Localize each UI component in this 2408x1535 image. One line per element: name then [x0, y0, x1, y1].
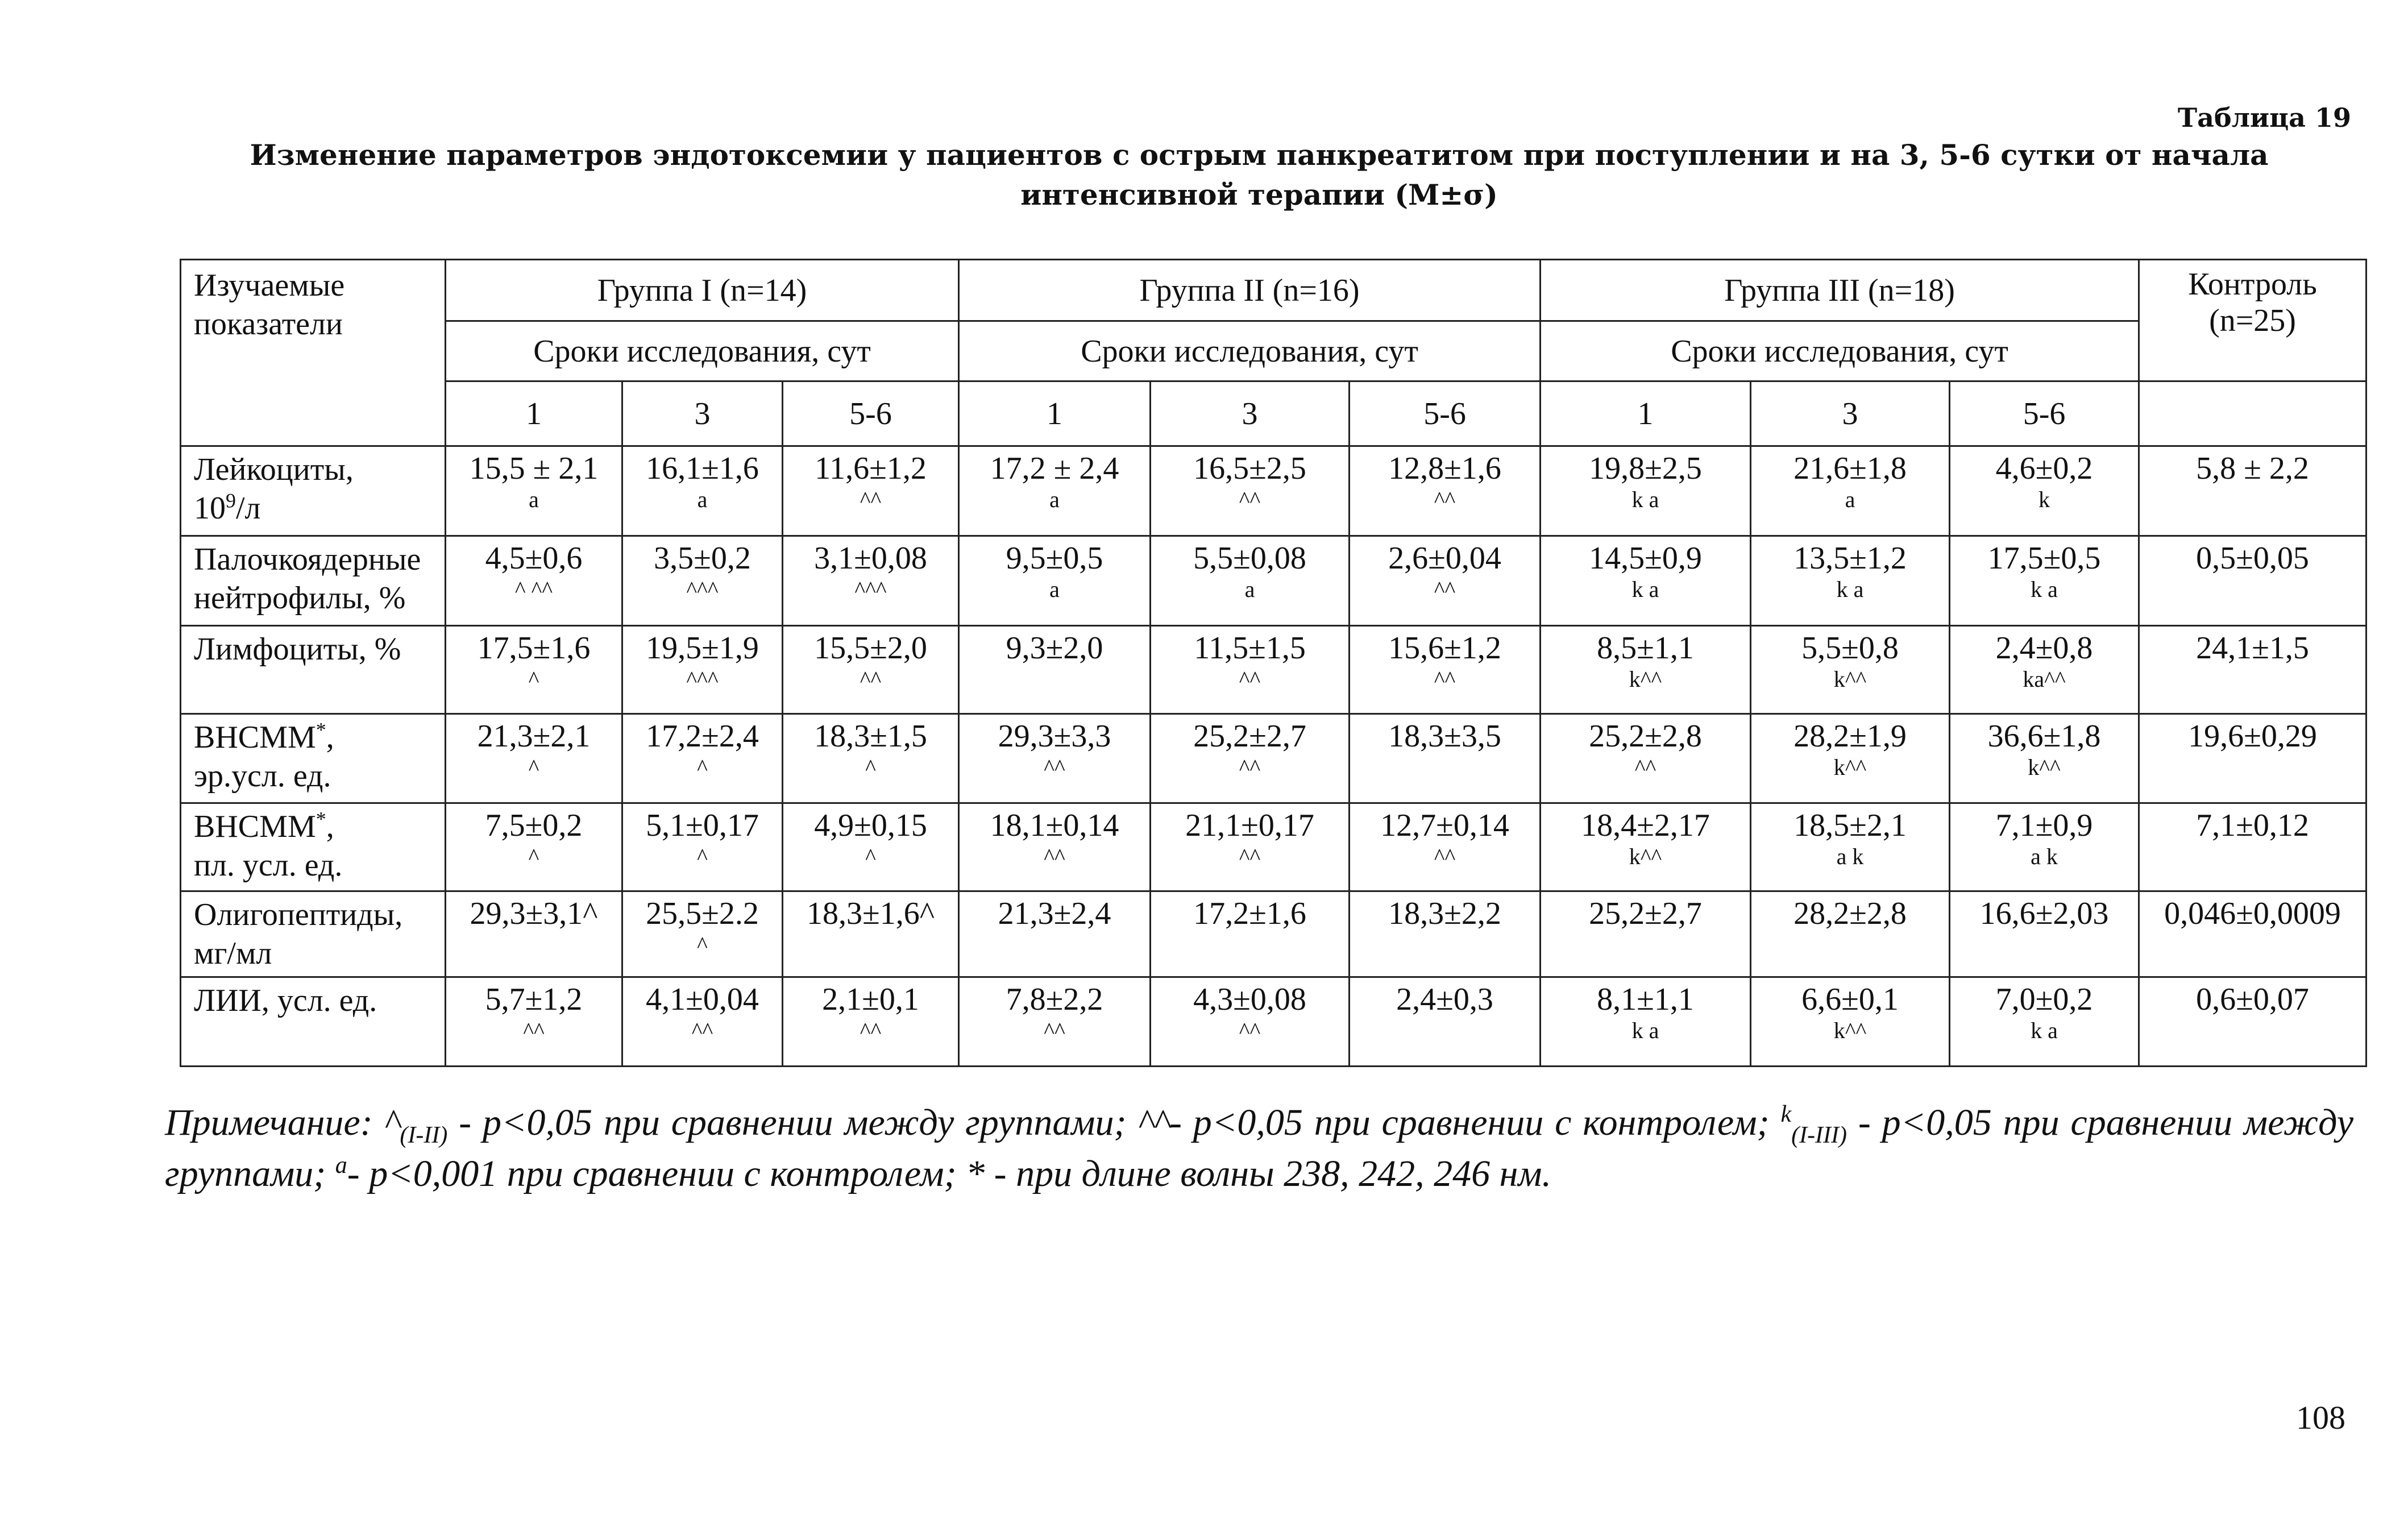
- significance-mark: ^^: [1239, 844, 1261, 869]
- table-cell: [1350, 977, 1541, 1067]
- table-cell: [1950, 446, 2139, 536]
- table-cell: [783, 977, 959, 1067]
- table-cell: [783, 714, 959, 803]
- table-cell: [2139, 891, 2367, 977]
- table-cell: [783, 626, 959, 714]
- significance-mark: a k: [1836, 844, 1864, 869]
- table-cell: [446, 626, 622, 714]
- cell-value: 5,1±0,17: [646, 808, 759, 843]
- table-cell: [622, 803, 783, 891]
- header-day: 3: [1151, 381, 1350, 446]
- cell-value: 7,8±2,2: [1006, 982, 1103, 1017]
- table-cell: [1541, 891, 1751, 977]
- cell-value: 18,3±1,6^: [807, 896, 935, 931]
- cell-value: 18,3±1,5: [814, 719, 927, 754]
- header-period-2: Сроки исследования, сут: [959, 321, 1541, 381]
- table-cell: [1751, 536, 1950, 626]
- header-day: 1: [1541, 381, 1751, 446]
- cell-value: 29,3±3,3: [998, 719, 1111, 754]
- table-cell: [959, 891, 1151, 977]
- cell-value: 4,3±0,08: [1193, 982, 1306, 1017]
- significance-mark: ^^: [1239, 754, 1261, 780]
- significance-mark: ^^: [1239, 1018, 1261, 1043]
- table-cell: [959, 536, 1151, 626]
- table-cell: [1541, 446, 1751, 536]
- table-row: [181, 536, 2367, 626]
- table-row: [181, 891, 2367, 977]
- header-day: 3: [622, 381, 783, 446]
- table-cell: [959, 626, 1151, 714]
- table-cell: [1350, 446, 1541, 536]
- cell-value: 25,2±2,8: [1589, 719, 1702, 754]
- table-cell: [1950, 891, 2139, 977]
- cell-value: 19,6±0,29: [2188, 719, 2317, 754]
- cell-value: 21,3±2,1: [477, 719, 591, 754]
- cell-value: 18,3±2,2: [1388, 896, 1501, 931]
- significance-mark: ^^: [1434, 666, 1456, 692]
- significance-mark: a: [1845, 487, 1855, 512]
- significance-mark: ^: [528, 666, 539, 692]
- cell-value: 24,1±1,5: [2196, 630, 2309, 666]
- cell-value: 2,4±0,3: [1396, 982, 1493, 1017]
- significance-mark: ^^: [1044, 1018, 1065, 1043]
- cell-value: 16,1±1,6: [646, 451, 759, 486]
- header-day: 3: [1751, 381, 1950, 446]
- table-cell: [1151, 536, 1350, 626]
- cell-value: 14,5±0,9: [1589, 541, 1702, 576]
- table-cell: [2139, 446, 2367, 536]
- cell-value: 9,5±0,5: [1006, 541, 1103, 576]
- cell-value: 7,5±0,2: [485, 808, 583, 843]
- table-cell: [783, 803, 959, 891]
- significance-mark: k^^: [1629, 844, 1662, 869]
- table-cell: [783, 446, 959, 536]
- cell-value: 5,5±0,08: [1193, 541, 1306, 576]
- significance-mark: ^: [865, 754, 876, 780]
- cell-value: 25,2±2,7: [1589, 896, 1702, 931]
- table-cell: [622, 536, 783, 626]
- table-cell: [1350, 714, 1541, 803]
- header-control-empty: [2139, 381, 2367, 446]
- significance-mark: ^^: [1239, 666, 1261, 692]
- page-number: 108: [2296, 1399, 2345, 1436]
- header-group-3: Группа III (n=18): [1541, 260, 2139, 321]
- cell-value: 3,1±0,08: [814, 541, 927, 576]
- table-cell: [1350, 891, 1541, 977]
- header-day: 5-6: [1350, 381, 1541, 446]
- table-number: Таблица 19: [2177, 102, 2351, 133]
- cell-value: 3,5±0,2: [654, 541, 751, 576]
- cell-value: 7,0±0,2: [1995, 982, 2093, 1017]
- table-cell: [1541, 536, 1751, 626]
- table-cell: [1751, 714, 1950, 803]
- header-period-1: Сроки исследования, сут: [446, 321, 959, 381]
- table-cell: [446, 803, 622, 891]
- significance-mark: k^^: [1629, 666, 1662, 692]
- cell-value: 2,4±0,8: [1995, 630, 2093, 666]
- cell-value: 0,5±0,05: [2196, 541, 2309, 576]
- significance-mark: a: [529, 487, 539, 512]
- significance-mark: ^: [528, 844, 539, 869]
- table-cell: [446, 536, 622, 626]
- cell-value: 16,6±2,03: [1979, 896, 2109, 931]
- cell-value: 18,5±2,1: [1793, 808, 1907, 843]
- row-label: ВНСММ*, пл. усл. ед.: [181, 803, 446, 891]
- significance-mark: k a: [2031, 576, 2058, 602]
- cell-value: 19,5±1,9: [646, 630, 759, 666]
- cell-value: 4,6±0,2: [1995, 451, 2093, 486]
- significance-mark: k a: [1836, 576, 1864, 602]
- table-cell: [2139, 977, 2367, 1067]
- significance-mark: ^^: [860, 666, 882, 692]
- cell-value: 25,2±2,7: [1193, 719, 1306, 754]
- data-table: [180, 259, 2367, 1067]
- table-cell: [1541, 803, 1751, 891]
- table-cell: [1151, 446, 1350, 536]
- header-control: Контроль (n=25): [2139, 260, 2367, 381]
- cell-value: 0,046±0,0009: [2164, 896, 2341, 931]
- cell-value: 17,2±2,4: [646, 719, 759, 754]
- table-cell: [622, 714, 783, 803]
- header-group-2: Группа II (n=16): [959, 260, 1541, 321]
- cell-value: 5,7±1,2: [485, 982, 583, 1017]
- table-cell: [1751, 446, 1950, 536]
- significance-mark: ^^: [1634, 754, 1656, 780]
- cell-value: 4,5±0,6: [485, 541, 583, 576]
- table-cell: [622, 446, 783, 536]
- table-cell: [1950, 626, 2139, 714]
- table-cell: [1151, 714, 1350, 803]
- significance-mark: k a: [1631, 487, 1659, 512]
- significance-mark: ^^: [523, 1018, 545, 1043]
- cell-value: 4,9±0,15: [814, 808, 927, 843]
- significance-mark: k^^: [1833, 1018, 1867, 1043]
- table-row: [181, 626, 2367, 714]
- table-cell: [2139, 803, 2367, 891]
- significance-mark: ^^: [1239, 487, 1261, 512]
- cell-value: 9,3±2,0: [1006, 630, 1103, 666]
- cell-value: 17,5±0,5: [1987, 541, 2101, 576]
- cell-value: 18,3±3,5: [1388, 719, 1501, 754]
- significance-mark: k^^: [1833, 754, 1867, 780]
- table-cell: [622, 977, 783, 1067]
- table-cell: [1751, 626, 1950, 714]
- cell-value: 21,3±2,4: [998, 896, 1111, 931]
- cell-value: 5,5±0,8: [1801, 630, 1899, 666]
- cell-value: 12,8±1,6: [1388, 451, 1501, 486]
- table-cell: [959, 446, 1151, 536]
- significance-mark: ^^^: [686, 576, 719, 602]
- table-cell: [1541, 626, 1751, 714]
- cell-value: 21,6±1,8: [1793, 451, 1907, 486]
- table-cell: [1751, 891, 1950, 977]
- table-cell: [1350, 536, 1541, 626]
- table-cell: [959, 714, 1151, 803]
- significance-mark: a: [1049, 487, 1060, 512]
- table-cell: [1151, 891, 1350, 977]
- cell-value: 7,1±0,12: [2196, 808, 2309, 843]
- footnote: Примечание: $\^{}_{(I-II)} - p<0,05$ при сравнении между группами; ^^- p<0,05 при сравнении с контролем; $^k_{(I-III)}$ - p<0,05 при сравнении между группами; $^a$- p<0,001 при сравнении с контролем; * - при длине волны 238, 242, 246 нм.: [165, 1101, 2353, 1194]
- header-period-3: Сроки исследования, сут: [1541, 321, 2139, 381]
- table-cell: [1950, 714, 2139, 803]
- table-cell: [446, 977, 622, 1067]
- header-indicators: Изучаемые показатели: [181, 260, 446, 446]
- table-cell: [959, 803, 1151, 891]
- cell-value: 28,2±1,9: [1793, 719, 1907, 754]
- table-cell: [1350, 626, 1541, 714]
- table-row: [181, 803, 2367, 891]
- header-day: 1: [446, 381, 622, 446]
- table-cell: [1541, 714, 1751, 803]
- significance-mark: ^^: [1044, 844, 1065, 869]
- table-row: [181, 977, 2367, 1067]
- cell-value: 17,2 ± 2,4: [990, 451, 1119, 486]
- table-cell: [1751, 977, 1950, 1067]
- significance-mark: k: [2039, 487, 2050, 512]
- significance-mark: k^^: [1833, 666, 1867, 692]
- significance-mark: ^: [697, 932, 708, 957]
- table-cell: [783, 536, 959, 626]
- significance-mark: k a: [1631, 576, 1659, 602]
- cell-value: 25,5±2.2: [646, 896, 759, 931]
- significance-mark: k a: [1631, 1018, 1659, 1043]
- table-cell: [622, 891, 783, 977]
- table-cell: [1751, 803, 1950, 891]
- cell-value: 18,1±0,14: [990, 808, 1119, 843]
- cell-value: 2,1±0,1: [822, 982, 919, 1017]
- table-cell: [1950, 977, 2139, 1067]
- significance-mark: k a: [2031, 1018, 2058, 1043]
- row-label: ЛИИ, усл. ед.: [181, 977, 446, 1067]
- significance-mark: ^^: [860, 487, 882, 512]
- cell-value: 29,3±3,1^: [470, 896, 598, 931]
- significance-mark: ^^: [860, 1018, 882, 1043]
- row-label: Палочкоядерные нейтрофилы, %: [181, 536, 446, 626]
- header-day: 5-6: [1950, 381, 2139, 446]
- cell-value: 15,5±2,0: [814, 630, 927, 666]
- significance-mark: ^^: [1434, 576, 1456, 602]
- row-label: Лимфоциты, %: [181, 626, 446, 714]
- cell-value: 12,7±0,14: [1380, 808, 1509, 843]
- table-row: [181, 714, 2367, 803]
- cell-value: 4,1±0,04: [646, 982, 759, 1017]
- significance-mark: a k: [2031, 844, 2058, 869]
- row-label: ВНСММ*, эр.усл. ед.: [181, 714, 446, 803]
- cell-value: 19,8±2,5: [1589, 451, 1702, 486]
- significance-mark: ^: [697, 844, 708, 869]
- significance-mark: ^^: [691, 1018, 713, 1043]
- header-day: 5-6: [783, 381, 959, 446]
- table-cell: [1950, 803, 2139, 891]
- cell-value: 17,2±1,6: [1193, 896, 1306, 931]
- significance-mark: ^^^: [854, 576, 887, 602]
- header-group-1: Группа I (n=14): [446, 260, 959, 321]
- cell-value: 16,5±2,5: [1193, 451, 1306, 486]
- cell-value: 2,6±0,04: [1388, 541, 1501, 576]
- cell-value: 28,2±2,8: [1793, 896, 1907, 931]
- significance-mark: ^^: [1044, 754, 1065, 780]
- cell-value: 17,5±1,6: [477, 630, 591, 666]
- table-cell: [1950, 536, 2139, 626]
- table-cell: [1541, 977, 1751, 1067]
- table-cell: [446, 446, 622, 536]
- significance-mark: a: [1244, 576, 1255, 602]
- cell-value: 13,5±1,2: [1793, 541, 1907, 576]
- significance-mark: ^^: [1434, 487, 1456, 512]
- significance-mark: ^ ^^: [514, 576, 553, 602]
- table-cell: [446, 891, 622, 977]
- cell-value: 7,1±0,9: [1995, 808, 2093, 843]
- significance-mark: ^: [697, 754, 708, 780]
- table-cell: [2139, 714, 2367, 803]
- cell-value: 8,5±1,1: [1597, 630, 1694, 666]
- significance-mark: ^: [865, 844, 876, 869]
- table-row: [181, 446, 2367, 536]
- significance-mark: a: [697, 487, 708, 512]
- significance-mark: a: [1049, 576, 1060, 602]
- cell-value: 8,1±1,1: [1597, 982, 1694, 1017]
- significance-mark: ^^^: [686, 666, 719, 692]
- cell-value: 21,1±0,17: [1185, 808, 1314, 843]
- table-cell: [446, 714, 622, 803]
- cell-value: 6,6±0,1: [1801, 982, 1899, 1017]
- cell-value: 36,6±1,8: [1987, 719, 2101, 754]
- table-cell: [1151, 626, 1350, 714]
- cell-value: 0,6±0,07: [2196, 982, 2309, 1017]
- cell-value: 18,4±2,17: [1581, 808, 1710, 843]
- header-day: 1: [959, 381, 1151, 446]
- table-title: Изменение параметров эндотоксемии у пациентов с острым панкреатитом при поступлении и на 3, 5-6 сутки от начала интенсивной терапии (M±σ): [250, 138, 2269, 211]
- table-cell: [1151, 977, 1350, 1067]
- row-label: Лейкоциты, $10^9/л$: [181, 446, 446, 536]
- cell-value: 15,6±1,2: [1388, 630, 1501, 666]
- table-cell: [1151, 803, 1350, 891]
- table-cell: [2139, 536, 2367, 626]
- cell-value: 5,8 ± 2,2: [2196, 451, 2309, 486]
- significance-mark: ka^^: [2023, 666, 2066, 692]
- table-cell: [783, 891, 959, 977]
- row-label: Олигопептиды, мг/мл: [181, 891, 446, 977]
- table-cell: [959, 977, 1151, 1067]
- significance-mark: ^: [528, 754, 539, 780]
- table-cell: [622, 626, 783, 714]
- significance-mark: ^^: [1434, 844, 1456, 869]
- table-cell: [2139, 626, 2367, 714]
- table-cell: [1350, 803, 1541, 891]
- cell-value: 11,6±1,2: [815, 451, 927, 486]
- cell-value: 11,5±1,5: [1194, 630, 1306, 666]
- cell-value: 15,5 ± 2,1: [469, 451, 599, 486]
- significance-mark: k^^: [2028, 754, 2061, 780]
